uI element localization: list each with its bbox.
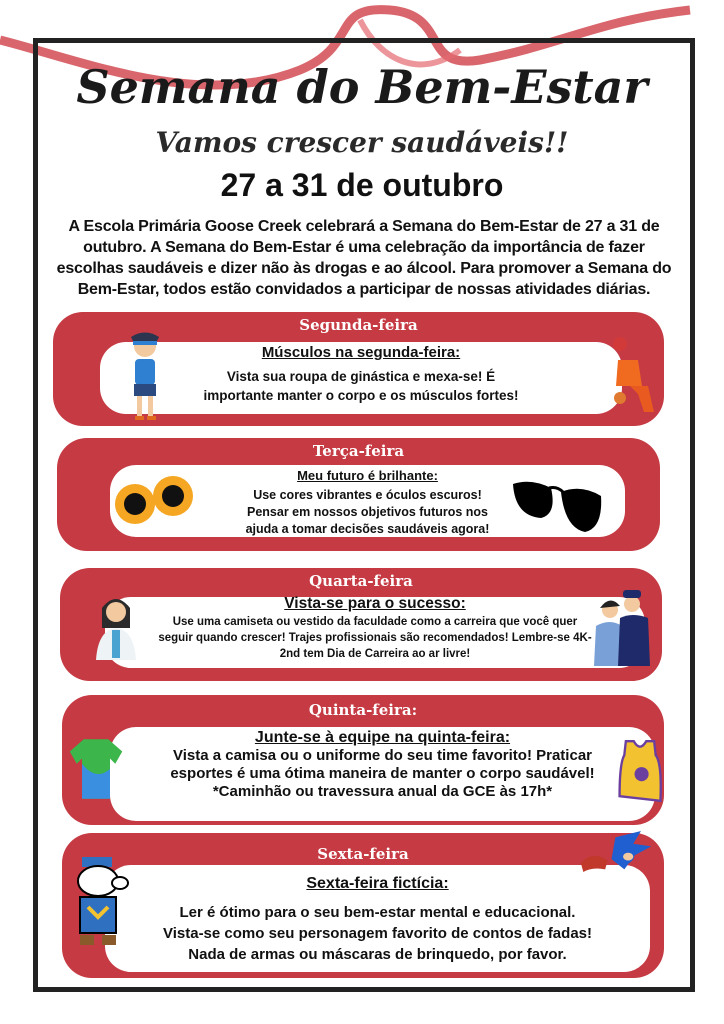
- day-card-friday: [62, 833, 664, 978]
- dog-man-icon: [66, 855, 130, 951]
- day-content: [100, 342, 622, 414]
- day-heading: Junte-se à equipe na quinta-feira:: [254, 729, 511, 746]
- day-card-wednesday: [60, 568, 662, 681]
- intro-paragraph: A Escola Primária Goose Creek celebrará a Semana do Bem-Estar de 27 a 31 de outubro. A Semana do Bem-Estar é uma celebração da importância de fazer escolhas saudáveis e dizer não às drogas e ao álcool. Para promover a Semana do Bem-Estar, todos estão convidados a participar de nossas atividades diárias.: [56, 218, 672, 298]
- day-card-tuesday: [57, 438, 660, 551]
- day-content: [105, 597, 645, 668]
- doctor-icon: [92, 594, 140, 660]
- event-date: 27 a 31 de outubro: [220, 167, 504, 203]
- day-heading: Sexta-feira fictícia:: [306, 875, 449, 892]
- day-title: Quarta-feira: [309, 572, 413, 590]
- day-text: Use uma camiseta ou vestido da faculdade como a carreira que você quer seguir quando crescer! Trajes profissionais são recomendados! Lembre-se 4K-2nd tem Dia de Carreira ao ar livre!: [158, 616, 592, 660]
- day-card-thursday: [62, 695, 664, 825]
- police-officers-icon: [592, 588, 652, 666]
- day-text: Ler é ótimo para o seu bem-estar mental e educacional. Vista-se como seu personagem favorito de contos de fadas! Nada de armas ou máscaras de brinquedo, por favor.: [162, 904, 592, 963]
- day-title: Quinta-feira:: [308, 701, 418, 719]
- jersey-icon: [68, 737, 124, 801]
- day-text: Vista sua roupa de ginástica e mexa-se! É importante manter o corpo e os músculos fortes!: [203, 369, 519, 403]
- basketball-jersey-icon: [618, 739, 662, 803]
- day-heading: Meu futuro é brilhante:: [297, 468, 438, 483]
- day-title: Sexta-feira: [317, 845, 409, 863]
- page-title: Semana do Bem-Estar: [76, 60, 648, 114]
- day-heading: Músculos na segunda-feira:: [261, 344, 461, 361]
- sports-outfit-icon: [608, 336, 658, 416]
- day-title: Terça-feira: [312, 442, 405, 460]
- day-heading: Vista-se para o sucesso:: [284, 595, 466, 612]
- day-content: [105, 865, 650, 972]
- day-text: Use cores vibrantes e óculos escuros! Pensar em nossos objetivos futuros nos ajuda a tomar decisões saudáveis agora!: [245, 488, 490, 536]
- day-title: Segunda-feira: [299, 316, 418, 334]
- sunglasses-icon: [511, 478, 603, 534]
- athlete-boy-icon: [123, 332, 167, 422]
- day-content: [110, 727, 655, 821]
- day-card-monday: [53, 312, 664, 426]
- day-text: Vista a camisa ou o uniforme do seu time favorito! Praticar esportes é uma ótima maneira de manter o corpo saudável!: [170, 747, 595, 782]
- day-note: *Caminhão ou travessura anual da GCE às 17h*: [212, 783, 553, 800]
- sonic-icon: [572, 831, 660, 895]
- sunflower-glasses-icon: [113, 476, 197, 526]
- page-subtitle: Vamos crescer saudáveis!!: [155, 126, 569, 159]
